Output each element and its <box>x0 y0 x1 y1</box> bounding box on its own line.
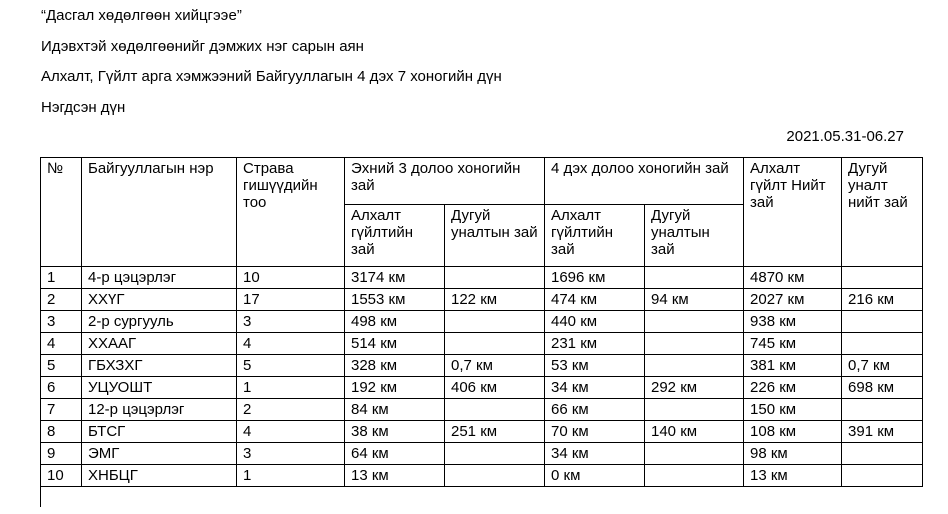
cell-no: 4 <box>41 333 82 355</box>
cell-members: 17 <box>237 289 345 311</box>
cell-total-walk: 4870 км <box>744 267 842 289</box>
summary-line: Нэгдсэн дүн <box>41 99 126 116</box>
cell-first3-bike: 0,7 км <box>445 355 545 377</box>
cell-no: 10 <box>41 465 82 487</box>
cell-no: 3 <box>41 311 82 333</box>
cell-org: ХНБЦГ <box>82 465 237 487</box>
subheader-first3-bike: Дугуй уналтын зай <box>445 205 545 267</box>
cell-members: 3 <box>237 443 345 465</box>
subheader-week4-bike: Дугуй уналтын зай <box>645 205 744 267</box>
cell-no: 6 <box>41 377 82 399</box>
campaign-line: Идэвхтэй хөдөлгөөнийг дэмжих нэг сарын аян <box>41 38 364 55</box>
cell-week4-bike <box>645 355 744 377</box>
cell-no: 9 <box>41 443 82 465</box>
header-total-walk: Алхалт гүйлт Нийт зай <box>744 158 842 267</box>
cell-first3-walk: 498 км <box>345 311 445 333</box>
cell-org: УЦУОШТ <box>82 377 237 399</box>
cell-first3-bike <box>445 465 545 487</box>
document-title: “Дасгал хөдөлгөөн хийцгээе” <box>41 7 242 24</box>
cell-first3-walk: 1553 км <box>345 289 445 311</box>
header-no: № <box>41 158 82 267</box>
cell-first3-bike <box>445 311 545 333</box>
header-total-bike: Дугуй уналт нийт зай <box>842 158 923 267</box>
cell-first3-bike <box>445 443 545 465</box>
cell-week4-walk: 1696 км <box>545 267 645 289</box>
cell-org: 12-р цэцэрлэг <box>82 399 237 421</box>
cell-org: 2-р сургууль <box>82 311 237 333</box>
cell-total-bike <box>842 443 923 465</box>
table-tail-line <box>40 487 41 507</box>
cell-members: 5 <box>237 355 345 377</box>
cell-week4-walk: 0 км <box>545 465 645 487</box>
cell-week4-bike <box>645 267 744 289</box>
cell-first3-walk: 13 км <box>345 465 445 487</box>
cell-week4-bike <box>645 465 744 487</box>
cell-total-bike <box>842 465 923 487</box>
cell-org: 4-р цэцэрлэг <box>82 267 237 289</box>
cell-members: 1 <box>237 465 345 487</box>
cell-org: ЭМГ <box>82 443 237 465</box>
table-row <box>41 333 923 355</box>
cell-members: 4 <box>237 421 345 443</box>
cell-week4-walk: 440 км <box>545 311 645 333</box>
header-members: Страва гишүүдийн тоо <box>237 158 345 267</box>
cell-first3-walk: 514 км <box>345 333 445 355</box>
cell-first3-walk: 328 км <box>345 355 445 377</box>
cell-members: 1 <box>237 377 345 399</box>
cell-total-bike: 391 км <box>842 421 923 443</box>
cell-first3-bike: 251 км <box>445 421 545 443</box>
cell-first3-walk: 64 км <box>345 443 445 465</box>
table-row <box>41 421 923 443</box>
cell-first3-bike <box>445 333 545 355</box>
cell-no: 7 <box>41 399 82 421</box>
cell-members: 4 <box>237 333 345 355</box>
cell-first3-bike: 122 км <box>445 289 545 311</box>
cell-org: ХХААГ <box>82 333 237 355</box>
cell-total-bike <box>842 333 923 355</box>
table-row <box>41 355 923 377</box>
cell-week4-bike: 94 км <box>645 289 744 311</box>
table-row <box>41 289 923 311</box>
cell-members: 10 <box>237 267 345 289</box>
cell-members: 2 <box>237 399 345 421</box>
table-row <box>41 465 923 487</box>
cell-no: 8 <box>41 421 82 443</box>
cell-week4-bike <box>645 443 744 465</box>
cell-total-walk: 108 км <box>744 421 842 443</box>
cell-total-bike <box>842 399 923 421</box>
header-first3: Эхний 3 долоо хоногийн зай <box>345 158 545 205</box>
table-row <box>41 399 923 421</box>
cell-total-walk: 13 км <box>744 465 842 487</box>
cell-week4-bike <box>645 333 744 355</box>
cell-total-walk: 938 км <box>744 311 842 333</box>
header-week4: 4 дэх долоо хоногийн зай <box>545 158 744 205</box>
event-line: Алхалт, Гүйлт арга хэмжээний Байгууллагын 4 дэх 7 хоногийн дүн <box>41 68 502 85</box>
cell-week4-walk: 66 км <box>545 399 645 421</box>
cell-week4-walk: 53 км <box>545 355 645 377</box>
cell-total-bike: 698 км <box>842 377 923 399</box>
cell-week4-walk: 34 км <box>545 443 645 465</box>
table-row <box>41 443 923 465</box>
cell-first3-bike: 406 км <box>445 377 545 399</box>
cell-members: 3 <box>237 311 345 333</box>
cell-week4-walk: 231 км <box>545 333 645 355</box>
cell-org: ХХҮГ <box>82 289 237 311</box>
cell-first3-walk: 38 км <box>345 421 445 443</box>
date-range: 2021.05.31-06.27 <box>786 128 904 145</box>
cell-total-bike <box>842 267 923 289</box>
cell-week4-walk: 34 км <box>545 377 645 399</box>
cell-week4-walk: 70 км <box>545 421 645 443</box>
cell-no: 2 <box>41 289 82 311</box>
cell-total-walk: 745 км <box>744 333 842 355</box>
cell-total-bike: 216 км <box>842 289 923 311</box>
cell-no: 5 <box>41 355 82 377</box>
cell-first3-bike <box>445 399 545 421</box>
cell-org: БТСГ <box>82 421 237 443</box>
cell-total-walk: 2027 км <box>744 289 842 311</box>
cell-week4-walk: 474 км <box>545 289 645 311</box>
results-table <box>40 157 923 487</box>
table-row <box>41 267 923 289</box>
cell-week4-bike: 292 км <box>645 377 744 399</box>
cell-first3-walk: 3174 км <box>345 267 445 289</box>
table-body <box>41 267 923 487</box>
cell-first3-walk: 192 км <box>345 377 445 399</box>
table-row <box>41 377 923 399</box>
cell-org: ГБХЗХГ <box>82 355 237 377</box>
cell-week4-bike: 140 км <box>645 421 744 443</box>
cell-total-walk: 226 км <box>744 377 842 399</box>
cell-total-walk: 150 км <box>744 399 842 421</box>
cell-week4-bike <box>645 311 744 333</box>
cell-total-bike <box>842 311 923 333</box>
cell-total-bike: 0,7 км <box>842 355 923 377</box>
table-row <box>41 311 923 333</box>
cell-total-walk: 381 км <box>744 355 842 377</box>
cell-week4-bike <box>645 399 744 421</box>
cell-no: 1 <box>41 267 82 289</box>
cell-first3-bike <box>445 267 545 289</box>
cell-first3-walk: 84 км <box>345 399 445 421</box>
subheader-first3-walk: Алхалт гүйлтийн зай <box>345 205 445 267</box>
subheader-week4-walk: Алхалт гүйлтийн зай <box>545 205 645 267</box>
cell-total-walk: 98 км <box>744 443 842 465</box>
header-org: Байгууллагын нэр <box>82 158 237 267</box>
